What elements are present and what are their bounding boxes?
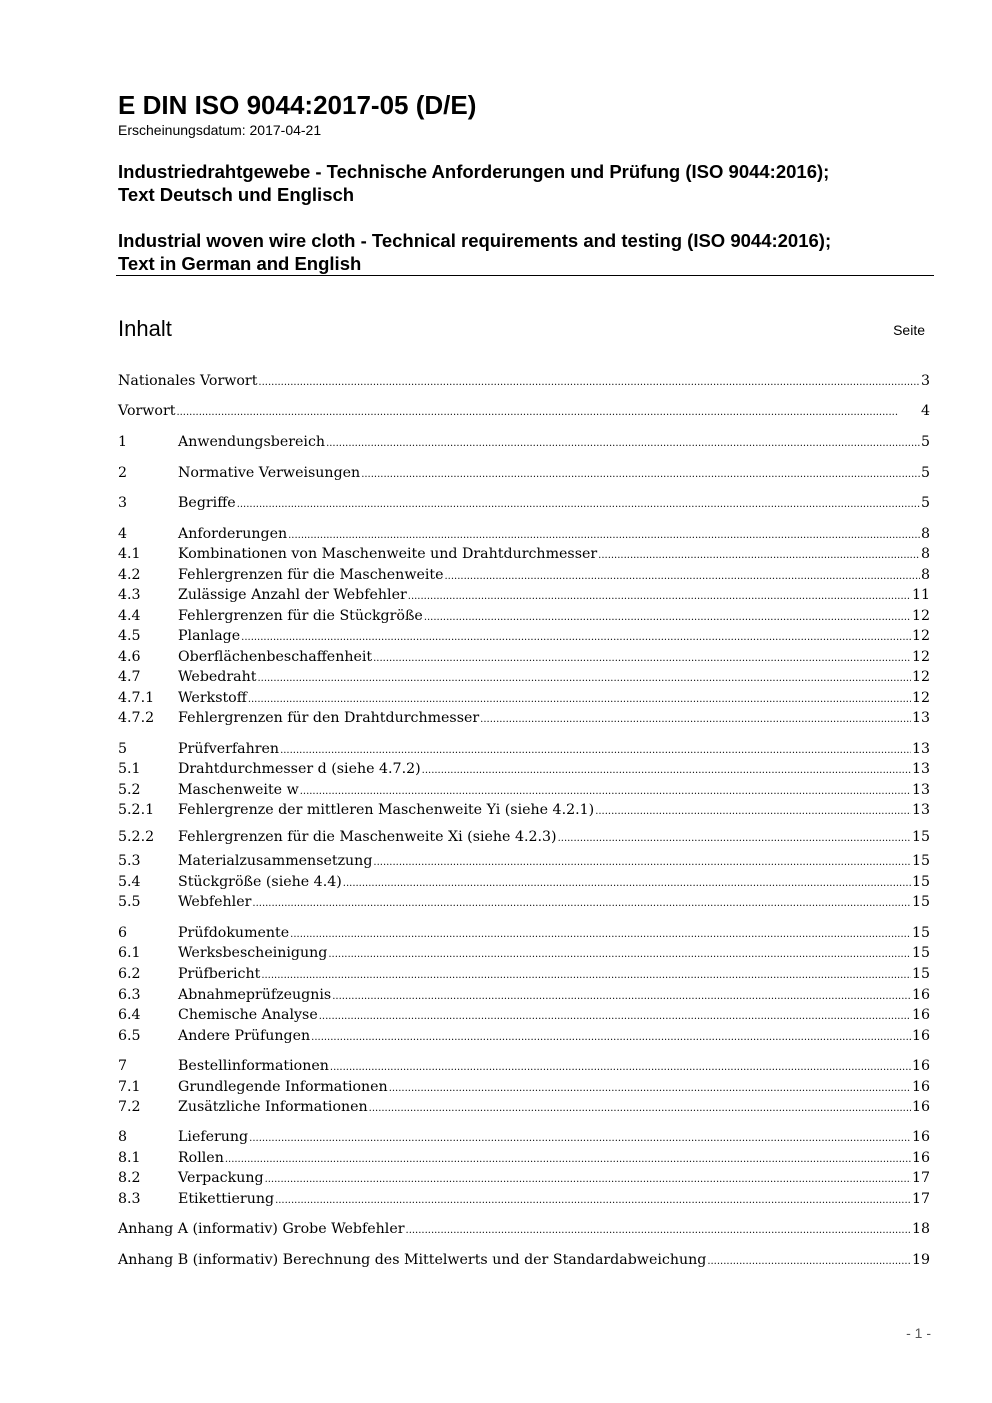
toc-entry-title: Prüfdokumente (178, 925, 290, 941)
toc-entry-page: 12 (911, 690, 930, 706)
title-english-line-2: Text in German and English (118, 253, 362, 274)
toc-entry[interactable] (118, 463, 930, 483)
toc-entry-title: Fehlergrenzen für die Maschenweite Xi (siehe 4.2.3) (178, 829, 557, 845)
page-number: - 1 - (906, 1325, 931, 1341)
toc-entry[interactable] (118, 626, 930, 646)
toc-entry[interactable] (118, 780, 930, 800)
toc-entry-title: Fehlergrenzen für den Drahtdurchmesser (178, 710, 480, 726)
toc-dot-leader (598, 544, 920, 564)
toc-entry[interactable] (118, 985, 930, 1005)
toc-entry-number: 4.4 (118, 608, 141, 624)
toc-entry-page: 5 (920, 495, 930, 511)
title-english-line-1: Industrial woven wire cloth - Technical requirements and testing (ISO 9044:2016); (118, 230, 832, 251)
toc-entry-number: 2 (118, 465, 128, 481)
toc-entry[interactable] (118, 892, 930, 912)
toc-entry[interactable] (118, 647, 930, 667)
toc-dot-leader (241, 626, 911, 646)
toc-entry-page: 16 (911, 1058, 930, 1074)
publication-date: Erscheinungsdatum: 2017-04-21 (118, 122, 322, 138)
toc-entry-page: 16 (911, 1129, 930, 1145)
toc-entry-number: 5.3 (118, 853, 141, 869)
title-german-line-2: Text Deutsch und Englisch (118, 184, 355, 205)
toc-entry-number: 5.2 (118, 782, 141, 798)
toc-entry[interactable] (118, 606, 930, 626)
toc-entry-number: 3 (118, 495, 128, 511)
toc-dot-leader (300, 780, 911, 800)
toc-entry[interactable] (118, 432, 930, 452)
toc-entry[interactable] (118, 585, 930, 605)
toc-entry-number: 6.1 (118, 945, 141, 961)
toc-dot-leader (275, 1189, 911, 1209)
toc-entry-page: 5 (920, 434, 930, 450)
toc-entry-title: Verpackung (178, 1170, 264, 1186)
toc-entry-title: Stückgröße (siehe 4.4) (178, 874, 342, 890)
toc-entry-title: Werkstoff (178, 690, 247, 706)
toc-entry[interactable] (118, 1005, 930, 1025)
toc-dot-leader (408, 585, 911, 605)
toc-entry-title: Normative Verweisungen (178, 465, 361, 481)
toc-dot-leader (311, 1026, 911, 1046)
toc-entry-page: 15 (911, 853, 930, 869)
toc-entry-page: 16 (911, 1079, 930, 1095)
toc-entry-number: 5.2.2 (118, 829, 155, 845)
toc-entry-page: 15 (911, 894, 930, 910)
toc-dot-leader (343, 872, 911, 892)
toc-entry-title: Oberflächenbeschaffenheit (178, 649, 373, 665)
toc-entry-title: Chemische Analyse (178, 1007, 318, 1023)
toc-entry-page: 13 (911, 741, 930, 757)
toc-dot-leader (225, 1148, 911, 1168)
toc-dot-leader (328, 943, 911, 963)
toc-dot-leader (595, 800, 911, 820)
toc-entry-page: 8 (920, 567, 930, 583)
toc-entry-page: 16 (911, 987, 930, 1003)
toc-dot-leader (361, 463, 920, 483)
toc-dot-leader (373, 647, 911, 667)
toc-entry-title: Etikettierung (178, 1191, 275, 1207)
toc-dot-leader (237, 493, 920, 513)
toc-entry-number: 4 (118, 526, 128, 542)
toc-entry[interactable] (118, 688, 930, 708)
toc-dot-leader (249, 1127, 911, 1147)
toc-entry-page: 11 (911, 587, 930, 603)
toc-entry-number: 4.7 (118, 669, 141, 685)
toc-dot-leader (257, 667, 910, 687)
toc-entry-number: 4.7.2 (118, 710, 155, 726)
toc-dot-leader (265, 1168, 911, 1188)
toc-dot-leader (330, 1056, 911, 1076)
toc-entry-number: 7.1 (118, 1079, 141, 1095)
toc-entry-title: Nationales Vorwort (118, 373, 258, 389)
toc-dot-leader (258, 371, 920, 391)
toc-entry-page: 13 (911, 761, 930, 777)
toc-entry-number: 5.5 (118, 894, 141, 910)
toc-entry-number: 1 (118, 434, 128, 450)
toc-entry-title: Maschenweite w (178, 782, 299, 798)
toc-entry[interactable] (118, 371, 930, 391)
toc-entry[interactable] (118, 565, 930, 585)
toc-entry[interactable] (118, 1250, 930, 1270)
toc-entry-title: Webfehler (178, 894, 252, 910)
toc-entry-title: Zusätzliche Informationen (178, 1099, 368, 1115)
toc-entry-page: 16 (911, 1150, 930, 1166)
toc-entry-title: Webedraht (178, 669, 257, 685)
toc-dot-leader (369, 1097, 911, 1117)
toc-entry-page: 16 (911, 1099, 930, 1115)
toc-dot-leader (290, 923, 911, 943)
toc-entry-title: Andere Prüfungen (178, 1028, 311, 1044)
toc-dot-leader (422, 759, 911, 779)
toc-entry-number: 6.2 (118, 966, 141, 982)
toc-entry-page: 12 (911, 649, 930, 665)
toc-entry-title: Zulässige Anzahl der Webfehler (178, 587, 407, 603)
toc-entry-number: 8.3 (118, 1191, 141, 1207)
toc-entry-page: 5 (920, 465, 930, 481)
toc-dot-leader (480, 708, 911, 728)
toc-dot-leader (373, 851, 911, 871)
toc-entry[interactable] (118, 1077, 930, 1097)
toc-entry[interactable] (118, 667, 930, 687)
toc-dot-leader (326, 432, 920, 452)
toc-entry-number: 5.2.1 (118, 802, 155, 818)
toc-entry-page: 4 (920, 403, 930, 419)
toc-dot-leader (445, 565, 920, 585)
toc-entry-page: 18 (911, 1221, 930, 1237)
toc-entry-title: Fehlergrenzen für die Maschenweite (178, 567, 444, 583)
toc-dot-leader (707, 1250, 911, 1270)
toc-entry-page: 3 (920, 373, 930, 389)
toc-entry[interactable] (118, 1189, 930, 1209)
toc-dot-leader (252, 892, 911, 912)
toc-entry-title: Bestellinformationen (178, 1058, 329, 1074)
toc-entry[interactable] (118, 872, 930, 892)
toc-entry-title: Vorwort (118, 403, 176, 419)
toc-heading: Inhalt (118, 316, 172, 341)
toc-entry-title: Kombinationen von Maschenweite und Drahtdurchmesser (178, 546, 598, 562)
toc-entry-page: 15 (911, 874, 930, 890)
toc-entry-page: 12 (911, 608, 930, 624)
toc-entry-number: 4.1 (118, 546, 141, 562)
toc-entry-number: 6.4 (118, 1007, 141, 1023)
toc-entry-page: 16 (911, 1007, 930, 1023)
toc-entry[interactable] (118, 851, 930, 871)
toc-entry-number: 4.5 (118, 628, 141, 644)
toc-entry-number: 6.5 (118, 1028, 141, 1044)
toc-entry[interactable] (118, 800, 930, 820)
toc-entry-title: Abnahmeprüfzeugnis (178, 987, 332, 1003)
toc-entry-number: 8 (118, 1129, 128, 1145)
toc-entry-number: 4.6 (118, 649, 141, 665)
toc-entry[interactable] (118, 923, 930, 943)
toc-entry-title: Grundlegende Informationen (178, 1079, 388, 1095)
toc-page-column-label: Seite (893, 322, 925, 338)
toc-entry[interactable] (118, 964, 930, 984)
toc-entry[interactable] (118, 759, 930, 779)
toc-entry-title: Anwendungsbereich (178, 434, 326, 450)
toc-entry-page: 15 (911, 925, 930, 941)
toc-entry[interactable] (118, 1168, 930, 1188)
title-german-line-1: Industriedrahtgewebe - Technische Anforderungen und Prüfung (ISO 9044:2016); (118, 161, 830, 182)
toc-entry[interactable] (118, 1148, 930, 1168)
toc-entry-page: 17 (911, 1170, 930, 1186)
toc-entry[interactable] (118, 827, 930, 847)
toc-entry-title: Fehlergrenze der mittleren Maschenweite Yi (siehe 4.2.1) (178, 802, 595, 818)
toc-entry-number: 6.3 (118, 987, 141, 1003)
toc-dot-leader (406, 1219, 911, 1239)
toc-entry-page: 16 (911, 1028, 930, 1044)
toc-entry-title: Anhang A (informativ) Grobe Webfehler (118, 1221, 405, 1237)
toc-entry-title: Lieferung (178, 1129, 249, 1145)
toc-entry-page: 15 (911, 966, 930, 982)
toc-entry-title: Planlage (178, 628, 241, 644)
toc-entry-page: 8 (920, 526, 930, 542)
toc-entry-page: 17 (911, 1191, 930, 1207)
toc-entry-number: 7.2 (118, 1099, 141, 1115)
toc-entry-page: 13 (911, 802, 930, 818)
toc-entry-page: 13 (911, 782, 930, 798)
toc-entry-title: Materialzusammensetzung (178, 853, 373, 869)
toc-entry-page: 8 (920, 546, 930, 562)
toc-entry[interactable] (118, 1219, 930, 1239)
toc-entry[interactable] (118, 401, 930, 421)
toc-dot-leader (248, 688, 911, 708)
toc-dot-leader (280, 739, 911, 759)
toc-entry-title: Drahtdurchmesser d (siehe 4.7.2) (178, 761, 421, 777)
toc-dot-leader (319, 1005, 911, 1025)
toc-entry-number: 5.1 (118, 761, 141, 777)
toc-entry[interactable] (118, 708, 930, 728)
toc-entry-page: 12 (911, 669, 930, 685)
toc-entry[interactable] (118, 739, 930, 759)
toc-entry-number: 4.7.1 (118, 690, 155, 706)
toc-entry-page: 15 (911, 945, 930, 961)
toc-dot-leader (176, 401, 920, 421)
toc-entry[interactable] (118, 493, 930, 513)
toc-entry-number: 4.3 (118, 587, 141, 603)
toc-dot-leader (424, 606, 911, 626)
toc-entry-page: 12 (911, 628, 930, 644)
toc-entry-page: 19 (911, 1252, 930, 1268)
toc-entry[interactable] (118, 1056, 930, 1076)
toc-entry-title: Fehlergrenzen für die Stückgröße (178, 608, 423, 624)
toc-entry[interactable] (118, 1127, 930, 1147)
toc-entry-number: 7 (118, 1058, 128, 1074)
toc-entry[interactable] (118, 1026, 930, 1046)
toc-entry-title: Rollen (178, 1150, 224, 1166)
toc-dot-leader (332, 985, 911, 1005)
toc-dot-leader (261, 964, 911, 984)
toc-entry-number: 8.1 (118, 1150, 141, 1166)
toc-entry-title: Anhang B (informativ) Berechnung des Mittelwerts und der Standardabweichung (118, 1252, 707, 1268)
toc-entry-number: 4.2 (118, 567, 141, 583)
toc-entry[interactable] (118, 544, 930, 564)
toc-entry-title: Anforderungen (178, 526, 288, 542)
toc-entry-number: 6 (118, 925, 128, 941)
toc-entry[interactable] (118, 524, 930, 544)
toc-dot-leader (558, 827, 911, 847)
toc-entry[interactable] (118, 1097, 930, 1117)
document-id: E DIN ISO 9044:2017-05 (D/E) (118, 90, 477, 120)
toc-entry-number: 5.4 (118, 874, 141, 890)
toc-entry-number: 8.2 (118, 1170, 141, 1186)
toc-dot-leader (288, 524, 920, 544)
toc-entry-title: Prüfbericht (178, 966, 261, 982)
toc-entry-title: Werksbescheinigung (178, 945, 328, 961)
toc-entry-title: Begriffe (178, 495, 236, 511)
toc-entry-page: 15 (911, 829, 930, 845)
toc-entry-page: 13 (911, 710, 930, 726)
toc-dot-leader (389, 1077, 911, 1097)
toc-entry[interactable] (118, 943, 930, 963)
toc-entry-title: Prüfverfahren (178, 741, 280, 757)
toc-entry-number: 5 (118, 741, 128, 757)
